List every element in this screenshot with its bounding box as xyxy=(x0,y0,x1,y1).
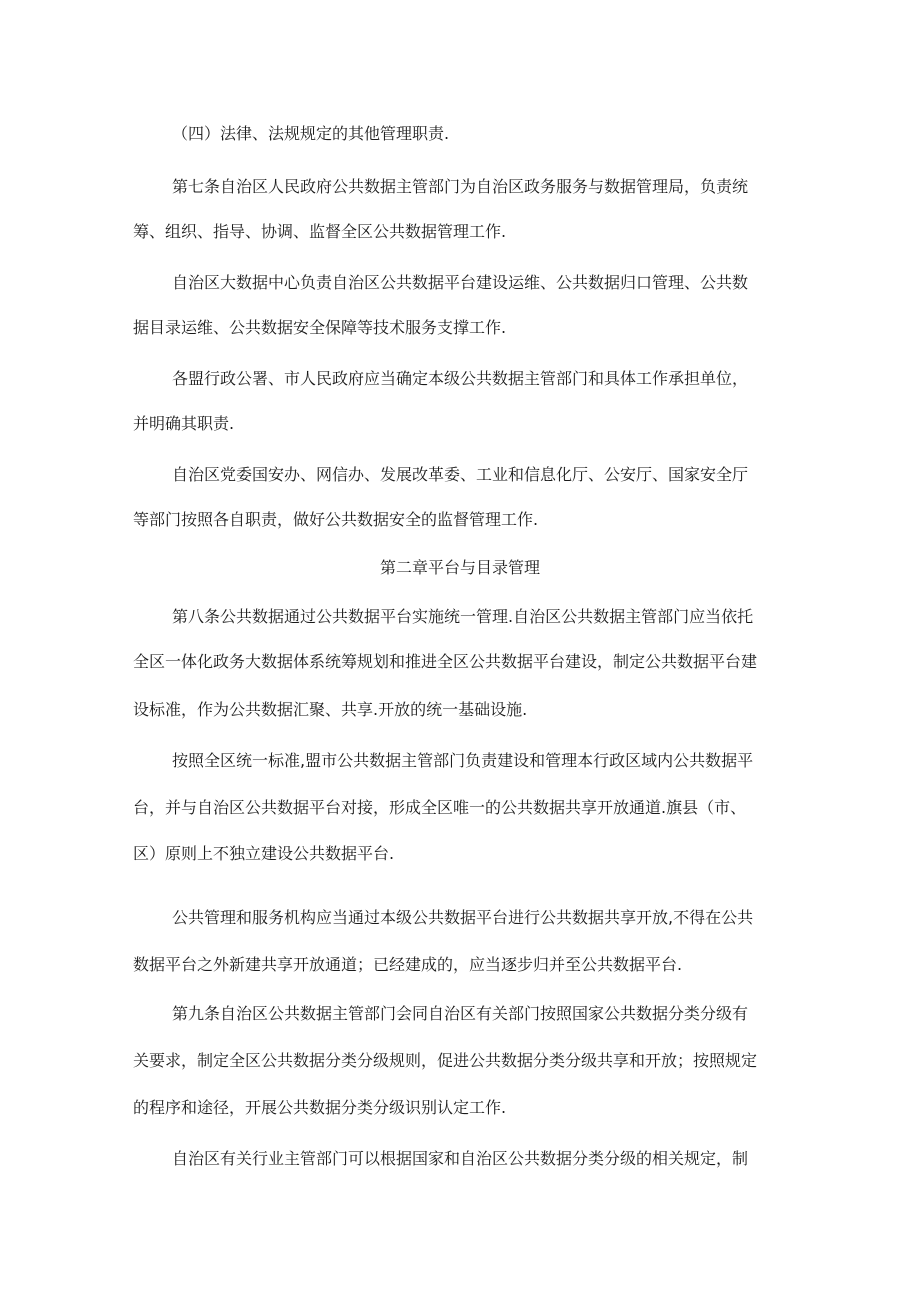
paragraph-line: 第七条自治区人民政府公共数据主管部门为自治区政务服务与数据管理局，负责统 xyxy=(172,177,749,196)
chapter-heading: 第二章平台与目录管理 xyxy=(379,558,540,577)
paragraph-line: 筹、组织、指导、协调、监督全区公共数据管理工作. xyxy=(133,222,507,241)
paragraph-line: 的程序和途径，开展公共数据分类分级识别认定工作. xyxy=(133,1098,507,1117)
paragraph-line: （四）法律、法规规定的其他管理职责. xyxy=(172,124,450,143)
paragraph-line: 按照全区统一标准,盟市公共数据主管部门负责建设和管理本行政区域内公共数据平 xyxy=(172,751,754,770)
paragraph-line: 第九条自治区公共数据主管部门会同自治区有关部门按照国家公共数据分类分级有 xyxy=(172,1004,749,1023)
paragraph-line: 等部门按照各自职责，做好公共数据安全的监督管理工作. xyxy=(133,510,539,529)
paragraph-line: 关要求，制定全区公共数据分类分级规则，促进公共数据分类分级共享和开放；按照规定 xyxy=(133,1051,758,1070)
paragraph-line: 区）原则上不独立建设公共数据平台. xyxy=(133,844,395,863)
paragraph-line: 数据平台之外新建共享开放通道；已经建成的，应当逐步归并至公共数据平台. xyxy=(133,955,683,974)
paragraph-line: 台，并与自治区公共数据平台对接，形成全区唯一的公共数据共享开放通道.旗县（市、 xyxy=(133,798,747,817)
paragraph-line: 全区一体化政务大数据体系统筹规划和推进全区公共数据平台建设，制定公共数据平台建 xyxy=(133,652,758,671)
paragraph-line: 各盟行政公署、市人民政府应当确定本级公共数据主管部门和具体工作承担单位， xyxy=(172,369,749,388)
paragraph-line: 自治区大数据中心负责自治区公共数据平台建设运维、公共数据归口管理、公共数 xyxy=(172,273,749,292)
paragraph-line: 并明确其职责. xyxy=(133,414,235,433)
paragraph-line: 自治区党委国安办、网信办、发展改革委、工业和信息化厅、公安厅、国家安全厅 xyxy=(172,465,749,484)
paragraph-line: 公共管理和服务机构应当通过本级公共数据平台进行公共数据共享开放,不得在公共 xyxy=(172,908,754,927)
paragraph-line: 自治区有关行业主管部门可以根据国家和自治区公共数据分类分级的相关规定，制 xyxy=(172,1149,749,1168)
paragraph-line: 设标准，作为公共数据汇聚、共享.开放的统一基础设施. xyxy=(133,700,528,719)
paragraph-line: 第八条公共数据通过公共数据平台实施统一管理.自治区公共数据主管部门应当依托 xyxy=(172,607,754,626)
paragraph-line: 据目录运维、公共数据安全保障等技术服务支撑工作. xyxy=(133,318,507,337)
